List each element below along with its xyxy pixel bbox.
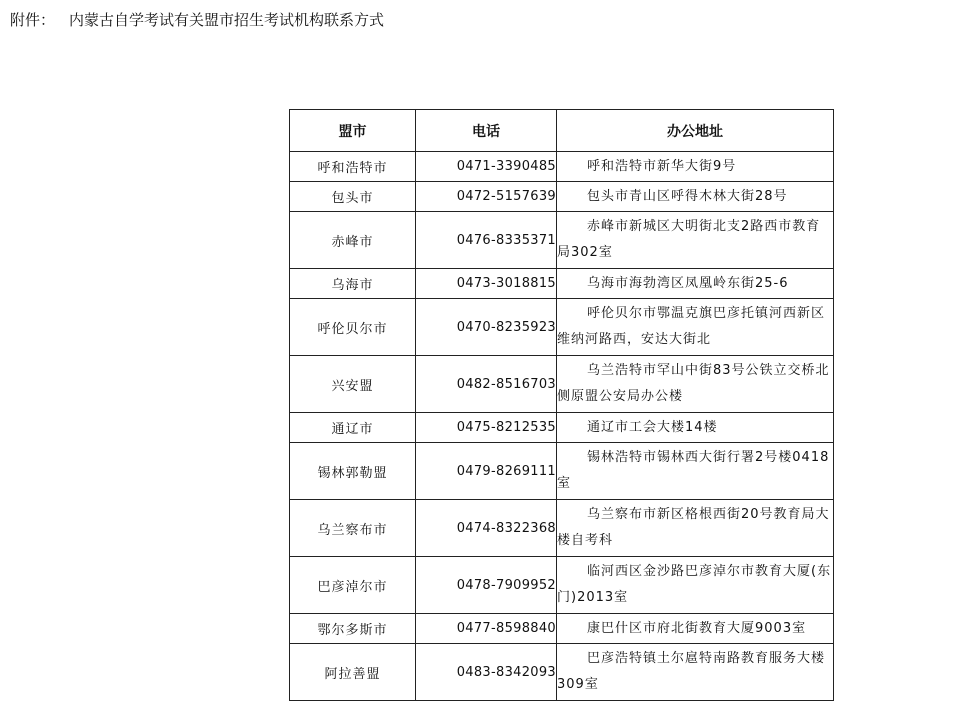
city-cell: 阿拉善盟	[290, 644, 416, 701]
address-cell: 乌兰察布市新区格根西街20号教育局大楼自考科	[557, 500, 834, 557]
city-cell: 包头市	[290, 182, 416, 212]
phone-cell: 0474-8322368	[416, 500, 557, 557]
phone-cell: 0476-8335371	[416, 212, 557, 269]
header-address: 办公地址	[557, 110, 834, 152]
city-cell: 巴彦淖尔市	[290, 557, 416, 614]
header-city: 盟市	[290, 110, 416, 152]
address-cell: 呼和浩特市新华大街9号	[557, 152, 834, 182]
address-cell: 乌海市海勃湾区凤凰岭东街25-6	[557, 269, 834, 299]
phone-cell: 0478-7909952	[416, 557, 557, 614]
city-cell: 赤峰市	[290, 212, 416, 269]
city-cell: 乌海市	[290, 269, 416, 299]
address-cell: 巴彦浩特镇土尔扈特南路教育服务大楼309室	[557, 644, 834, 701]
table-header-row	[290, 110, 834, 152]
attachment-label: 附件：	[10, 11, 56, 29]
document-title: 内蒙古自学考试有关盟市招生考试机构联系方式	[69, 11, 385, 29]
table-row	[290, 413, 834, 443]
address-cell: 包头市青山区呼得木林大街28号	[557, 182, 834, 212]
phone-cell: 0470-8235923	[416, 299, 557, 356]
address-cell: 通辽市工会大楼14楼	[557, 413, 834, 443]
address-cell: 赤峰市新城区大明街北支2路西市教育局302室	[557, 212, 834, 269]
phone-cell: 0482-8516703	[416, 356, 557, 413]
address-cell: 呼伦贝尔市鄂温克旗巴彦托镇河西新区维纳河路西，安达大街北	[557, 299, 834, 356]
city-cell: 锡林郭勒盟	[290, 443, 416, 500]
contact-table	[289, 109, 834, 701]
phone-cell: 0471-3390485	[416, 152, 557, 182]
address-cell: 临河西区金沙路巴彦淖尔市教育大厦(东门)2013室	[557, 557, 834, 614]
table-row	[290, 557, 834, 614]
table-row	[290, 182, 834, 212]
table-row	[290, 644, 834, 701]
address-cell: 锡林浩特市锡林西大街行署2号楼0418室	[557, 443, 834, 500]
table-row	[290, 443, 834, 500]
phone-cell: 0472-5157639	[416, 182, 557, 212]
table-row	[290, 614, 834, 644]
phone-cell: 0473-3018815	[416, 269, 557, 299]
phone-cell: 0479-8269111	[416, 443, 557, 500]
address-cell: 康巴什区市府北街教育大厦9003室	[557, 614, 834, 644]
table-row	[290, 212, 834, 269]
table-row	[290, 356, 834, 413]
city-cell: 乌兰察布市	[290, 500, 416, 557]
city-cell: 兴安盟	[290, 356, 416, 413]
city-cell: 通辽市	[290, 413, 416, 443]
table-row	[290, 500, 834, 557]
table-row	[290, 269, 834, 299]
table-row	[290, 152, 834, 182]
city-cell: 呼伦贝尔市	[290, 299, 416, 356]
city-cell: 呼和浩特市	[290, 152, 416, 182]
address-cell: 乌兰浩特市罕山中街83号公铁立交桥北侧原盟公安局办公楼	[557, 356, 834, 413]
phone-cell: 0477-8598840	[416, 614, 557, 644]
phone-cell: 0475-8212535	[416, 413, 557, 443]
table-row	[290, 299, 834, 356]
city-cell: 鄂尔多斯市	[290, 614, 416, 644]
phone-cell: 0483-8342093	[416, 644, 557, 701]
header-phone: 电话	[416, 110, 557, 152]
document-heading	[10, 10, 384, 30]
